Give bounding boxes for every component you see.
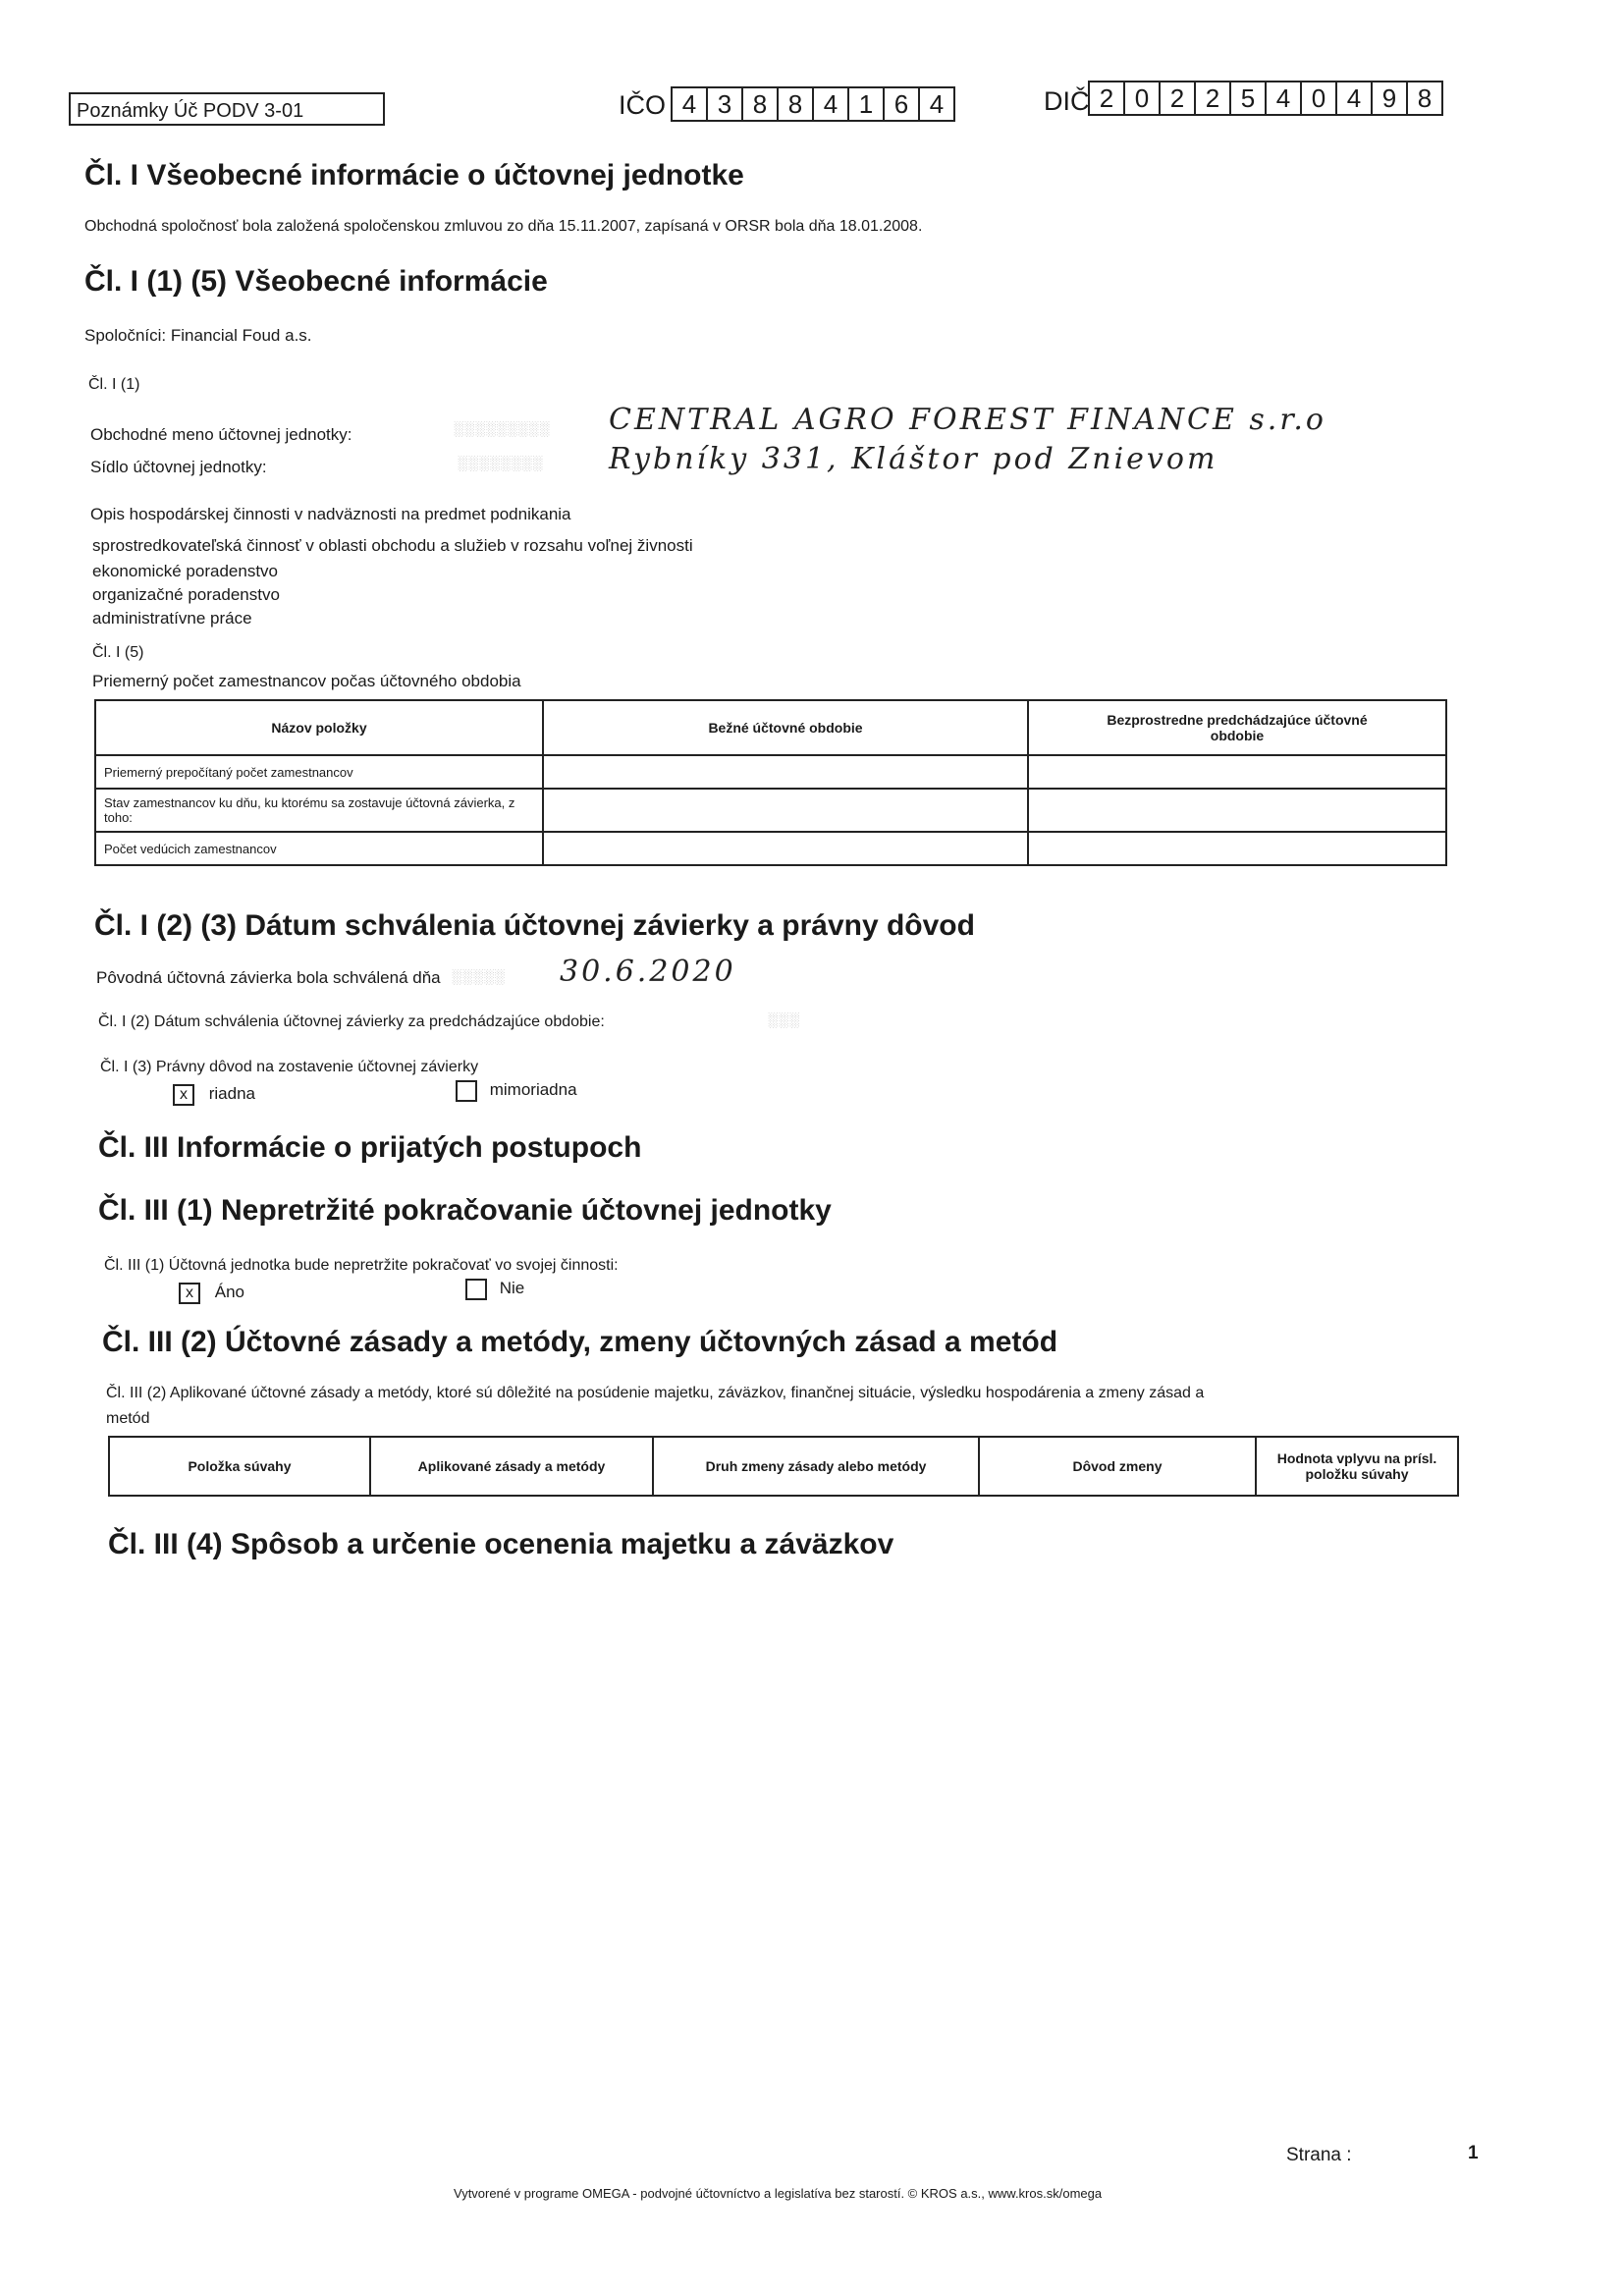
table-cell: Stav zamestnancov ku dňu, ku ktorému sa zostavuje účtovná závierka, z toho: [95,789,543,832]
company-name-handwritten: CENTRAL AGRO FOREST FINANCE s.r.o [609,403,1326,437]
methods-text-line2: metód [106,1410,150,1427]
previous-period-approval-label: Čl. I (2) Dátum schválenia účtovnej závierky za predchádzajúce obdobie: [98,1013,605,1030]
table-header-row [95,700,1446,755]
legal-reason-label: Čl. I (3) Právny dôvod na zostavenie účtovnej závierky [100,1059,479,1075]
average-employees-label: Priemerný počet zamestnancov počas účtovného obdobia [92,672,521,690]
ano-checkbox[interactable]: x [179,1283,200,1304]
cl-i-5-label: Čl. I (5) [92,644,144,661]
table-cell [1028,789,1446,832]
page-label: Strana : [1286,2145,1352,2165]
dic-digit: 0 [1302,82,1337,114]
dic-digit: 4 [1337,82,1373,114]
omega-footer-text: Vytvorené v programe OMEGA - podvojné účtovníctvo a legislatíva bez starostí. © KROS a.s., www.kros.sk/omega [454,2186,1103,2201]
table-header-row [109,1437,1458,1496]
table-header: Položka súvahy [109,1437,370,1496]
erased-text-smudge-3: ░░░░░ [452,968,506,984]
riadna-checkbox[interactable]: x [173,1084,194,1106]
table-cell: Priemerný prepočítaný počet zamestnancov [95,755,543,789]
going-concern-label: Čl. III (1) Účtovná jednotka bude nepretržite pokračovať vo svojej činnosti: [104,1257,619,1274]
activity-item: ekonomické poradenstvo [92,562,279,580]
erased-text-smudge-2: ░░░░░░░░ [458,455,544,470]
dic-digit: 8 [1417,83,1433,113]
dic-label: DIČ [1044,86,1090,116]
mimoriadna-checkbox[interactable] [456,1080,477,1102]
dic-digit: 2 [1161,82,1196,114]
company-seat-handwritten: Rybníky 331, Kláštor pod Znievom [609,442,1218,476]
section-heading-cl-iii-4: Čl. III (4) Spôsob a určenie ocenenia majetku a záväzkov [108,1528,894,1560]
table-header: Dôvod zmeny [979,1437,1256,1496]
dic-digit: 4 [1267,82,1302,114]
founding-text: Obchodná spoločnosť bola založená spoločenskou zmluvou zo dňa 15.11.2007, zapísaná v ORSR bola dňa 18.01.2008. [84,218,923,235]
methods-table [108,1436,1459,1497]
ico-digit: 4 [814,88,849,120]
mimoriadna-label: mimoriadna [489,1080,577,1100]
ico-digit: 1 [849,88,885,120]
ano-label: Áno [214,1283,244,1302]
activity-description-label: Opis hospodárskej činnosti v nadväznosti na predmet podnikania [90,505,571,523]
section-heading-cl-iii-2: Čl. III (2) Účtovné zásady a metódy, zmeny účtovných zásad a metód [102,1326,1058,1358]
ico-label: IČO [619,90,667,120]
ico-digit-boxes [671,86,955,122]
partners-text: Spoločníci: Financial Foud a.s. [84,326,312,345]
activity-item: sprostredkovateľská činnosť v oblasti obchodu a služieb v rozsahu voľnej živnosti [92,536,693,555]
section-heading-cl-iii-1: Čl. III (1) Nepretržité pokračovanie účtovnej jednotky [98,1194,832,1227]
table-cell [1028,755,1446,789]
company-seat-label: Sídlo účtovnej jednotky: [90,458,267,476]
company-name-label: Obchodné meno účtovnej jednotky: [90,425,352,444]
dic-digit: 2 [1196,82,1231,114]
table-header: Názov položky [95,700,543,755]
nie-label: Nie [499,1279,525,1298]
approval-date-label: Pôvodná účtovná závierka bola schválená dňa [96,968,441,987]
table-cell [1028,832,1446,865]
option-riadna [173,1084,255,1106]
option-mimoriadna [456,1080,577,1102]
activity-item: organizačné poradenstvo [92,585,280,604]
table-header: Hodnota vplyvu na prísl. položku súvahy [1256,1437,1458,1496]
table-row [95,832,1446,865]
table-header: Bežné účtovné obdobie [543,700,1028,755]
ico-digit: 8 [779,88,814,120]
option-nie [465,1279,524,1300]
table-cell [543,789,1028,832]
dic-digit-boxes [1088,81,1443,116]
table-cell [543,832,1028,865]
page-number: 1 [1468,2143,1479,2163]
dic-digit: 5 [1231,82,1267,114]
methods-text-line1: Čl. III (2) Aplikované účtovné zásady a metódy, ktoré sú dôležité na posúdenie majetku, záväzkov, finančnej situácie, výsledku hospodárenia a zmeny zásad a [106,1385,1205,1401]
table-cell: Počet vedúcich zamestnancov [95,832,543,865]
table-header: Bezprostredne predchádzajúce účtovné obdobie [1028,700,1446,755]
activity-item: administratívne práce [92,609,252,628]
option-ano [179,1283,244,1304]
approval-date-handwritten: 30.6.2020 [560,955,736,989]
section-heading-cl-i-1-5: Čl. I (1) (5) Všeobecné informácie [84,265,548,298]
table-row [95,789,1446,832]
nie-checkbox[interactable] [465,1279,487,1300]
table-header: Aplikované zásady a metódy [370,1437,653,1496]
table-header: Druh zmeny zásady alebo metódy [653,1437,979,1496]
ico-digit: 8 [743,88,779,120]
cl-i-1-label: Čl. I (1) [88,376,140,393]
dic-digit: 2 [1090,82,1125,114]
ico-digit: 6 [885,88,920,120]
table-row [95,755,1446,789]
table-cell [543,755,1028,789]
employees-table [94,699,1447,866]
ico-digit: 4 [673,88,708,120]
section-heading-cl-i: Čl. I Všeobecné informácie o účtovnej jednotke [84,159,744,191]
erased-text-smudge-4: ░░░ [768,1011,800,1027]
section-heading-cl-iii: Čl. III Informácie o prijatých postupoch [98,1131,642,1164]
section-heading-cl-i-2-3: Čl. I (2) (3) Dátum schválenia účtovnej závierky a právny dôvod [94,909,975,942]
ico-digit: 4 [929,89,945,119]
dic-digit: 9 [1373,82,1408,114]
dic-digit: 0 [1125,82,1161,114]
ico-digit: 3 [708,88,743,120]
erased-text-smudge: ░░░░░░░░░ [454,420,551,436]
document-label: Poznámky Úč PODV 3-01 [69,92,385,126]
riadna-label: riadna [208,1084,255,1104]
